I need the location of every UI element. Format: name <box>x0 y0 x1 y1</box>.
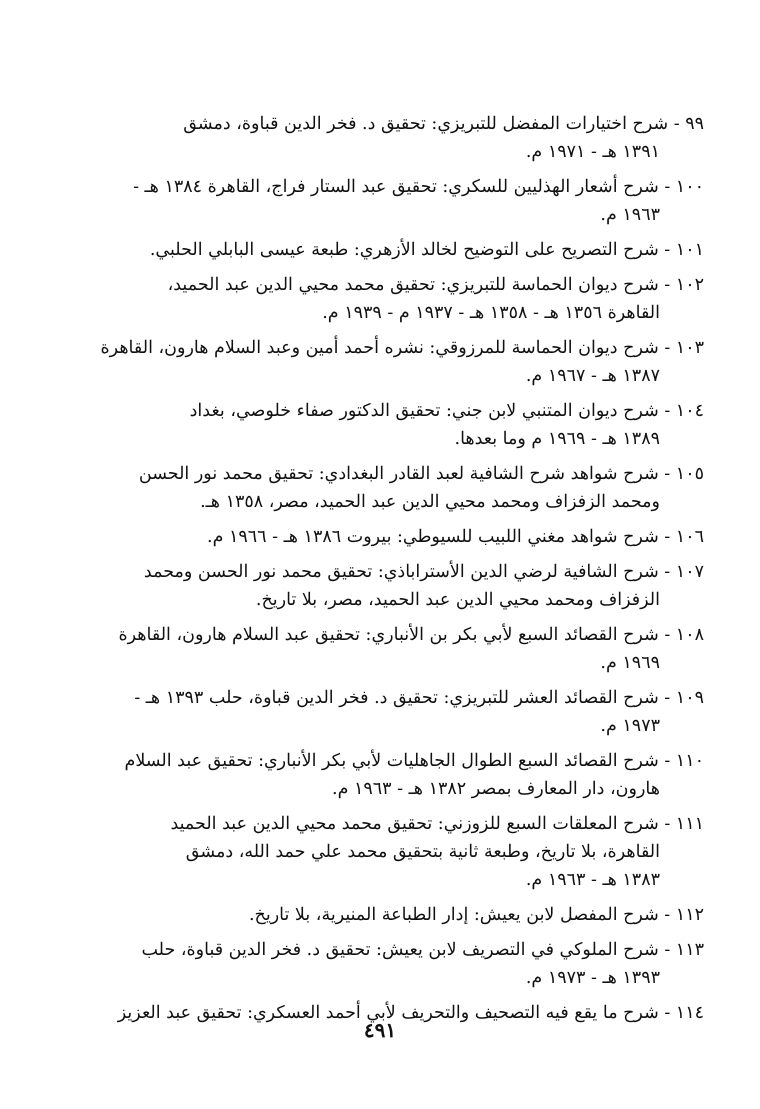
bibliography-entry <box>88 460 704 516</box>
entry-continuation-line: القاهرة ١٣٥٦ هـ - ١٣٥٨ هـ - ١٩٣٧ م - ١٩٣٩ م. <box>322 303 660 323</box>
entry-continuation-line: ١٣٩٣ هـ - ١٩٧٣ م. <box>525 968 660 988</box>
bibliography-entry <box>88 621 704 677</box>
entry-first-line: ١٠٨ - شرح القصائد السبع لأبي بكر بن الأنباري: تحقيق عبد السلام هارون، القاهرة <box>118 625 704 645</box>
entry-continuation-line: ١٣٨٧ هـ - ١٩٦٧ م. <box>525 366 660 386</box>
entry-first-line: ١٠٦ - شرح شواهد مغني اللبيب للسيوطي: بيروت ١٣٨٦ هـ - ١٩٦٦ م. <box>207 527 704 547</box>
bibliography-entry <box>88 334 704 390</box>
entry-first-line: ٩٩ - شرح اختيارات المفضل للتبريزي: تحقيق د. فخر الدين قباوة، دمشق <box>183 114 704 134</box>
entry-first-line: ١٠١ - شرح التصريح على التوضيح لخالد الأزهري: طبعة عيسى البابلي الحلبي. <box>149 240 704 260</box>
entry-continuation-line: ١٣٨٣ هـ - ١٩٦٣ م. <box>525 870 660 890</box>
entry-continuation-line: ومحمد الزفزاف ومحمد محيي الدين عبد الحميد، مصر، ١٣٥٨ هـ. <box>200 492 660 512</box>
entry-continuation-line: ١٩٧٣ م. <box>600 716 660 736</box>
entry-continuation-line: ١٩٦٩ م. <box>600 653 660 673</box>
entry-continuation-line: القاهرة، بلا تاريخ، وطبعة ثانية بتحقيق محمد علي حمد الله، دمشق <box>185 842 660 862</box>
entry-first-line: ١١١ - شرح المعلقات السبع للزوزني: تحقيق محمد محيي الدين عبد الحميد <box>170 814 704 834</box>
entry-continuation-line: هارون، دار المعارف بمصر ١٣٨٢ هـ - ١٩٦٣ م. <box>332 779 660 799</box>
bibliography-entry <box>88 901 704 929</box>
entry-continuation-line: الزفزاف ومحمد محيي الدين عبد الحميد، مصر، بلا تاريخ. <box>255 590 660 610</box>
entry-first-line: ١٠٤ - شرح ديوان المتنبي لابن جني: تحقيق الدكتور صفاء خلوصي، بغداد <box>189 401 704 421</box>
bibliography-entry <box>88 558 704 614</box>
entry-first-line: ١٠٩ - شرح القصائد العشر للتبريزي: تحقيق د. فخر الدين قباوة، حلب ١٣٩٣ هـ - <box>134 688 704 708</box>
entry-first-line: ١١٠ - شرح القصائد السبع الطوال الجاهليات لأبي بكر الأنباري: تحقيق عبد السلام <box>124 751 704 771</box>
bibliography-entry <box>88 684 704 740</box>
bibliography-entry <box>88 936 704 992</box>
entry-first-line: ١٠٥ - شرح شواهد شرح الشافية لعبد القادر البغدادي: تحقيق محمد نور الحسن <box>138 464 704 484</box>
entry-first-line: ١٠٣ - شرح ديوان الحماسة للمرزوقي: نشره أحمد أمين وعبد السلام هارون، القاهرة <box>100 338 704 358</box>
entry-continuation-line: ١٩٦٣ م. <box>600 205 660 225</box>
entry-first-line: ١١٤ - شرح ما يقع فيه التصحيف والتحريف لأبي أحمد العسكري: تحقيق عبد العزيز <box>117 1003 704 1023</box>
bibliography-entry <box>88 110 704 166</box>
bibliography-entry <box>88 271 704 327</box>
bibliography-entry <box>88 747 704 803</box>
entry-first-line: ١١٢ - شرح المفصل لابن يعيش: إدار الطباعة المنيرية، بلا تاريخ. <box>248 905 704 925</box>
entry-first-line: ١٠٧ - شرح الشافية لرضي الدين الأستراباذي: تحقيق محمد نور الحسن ومحمد <box>143 562 704 582</box>
bibliography-entry <box>88 523 704 551</box>
bibliography-entry <box>88 236 704 264</box>
bibliography-entry <box>88 810 704 894</box>
entry-first-line: ١١٣ - شرح الملوكي في التصريف لابن يعيش: تحقيق د. فخر الدين قباوة، حلب <box>141 940 704 960</box>
page-number: ٤٩١ <box>363 1018 397 1042</box>
entry-continuation-line: ١٣٨٩ هـ - ١٩٦٩ م وما بعدها. <box>454 429 660 449</box>
bibliography-entry <box>88 397 704 453</box>
entry-first-line: ١٠٠ - شرح أشعار الهذليين للسكري: تحقيق عبد الستار فراج، القاهرة ١٣٨٤ هـ - <box>133 177 704 197</box>
bibliography-entry <box>88 173 704 229</box>
bibliography-list <box>88 110 704 1034</box>
entry-first-line: ١٠٢ - شرح ديوان الحماسة للتبريزي: تحقيق محمد محيي الدين عبد الحميد، <box>167 275 704 295</box>
entry-continuation-line: ١٣٩١ هـ - ١٩٧١ م. <box>525 142 660 162</box>
